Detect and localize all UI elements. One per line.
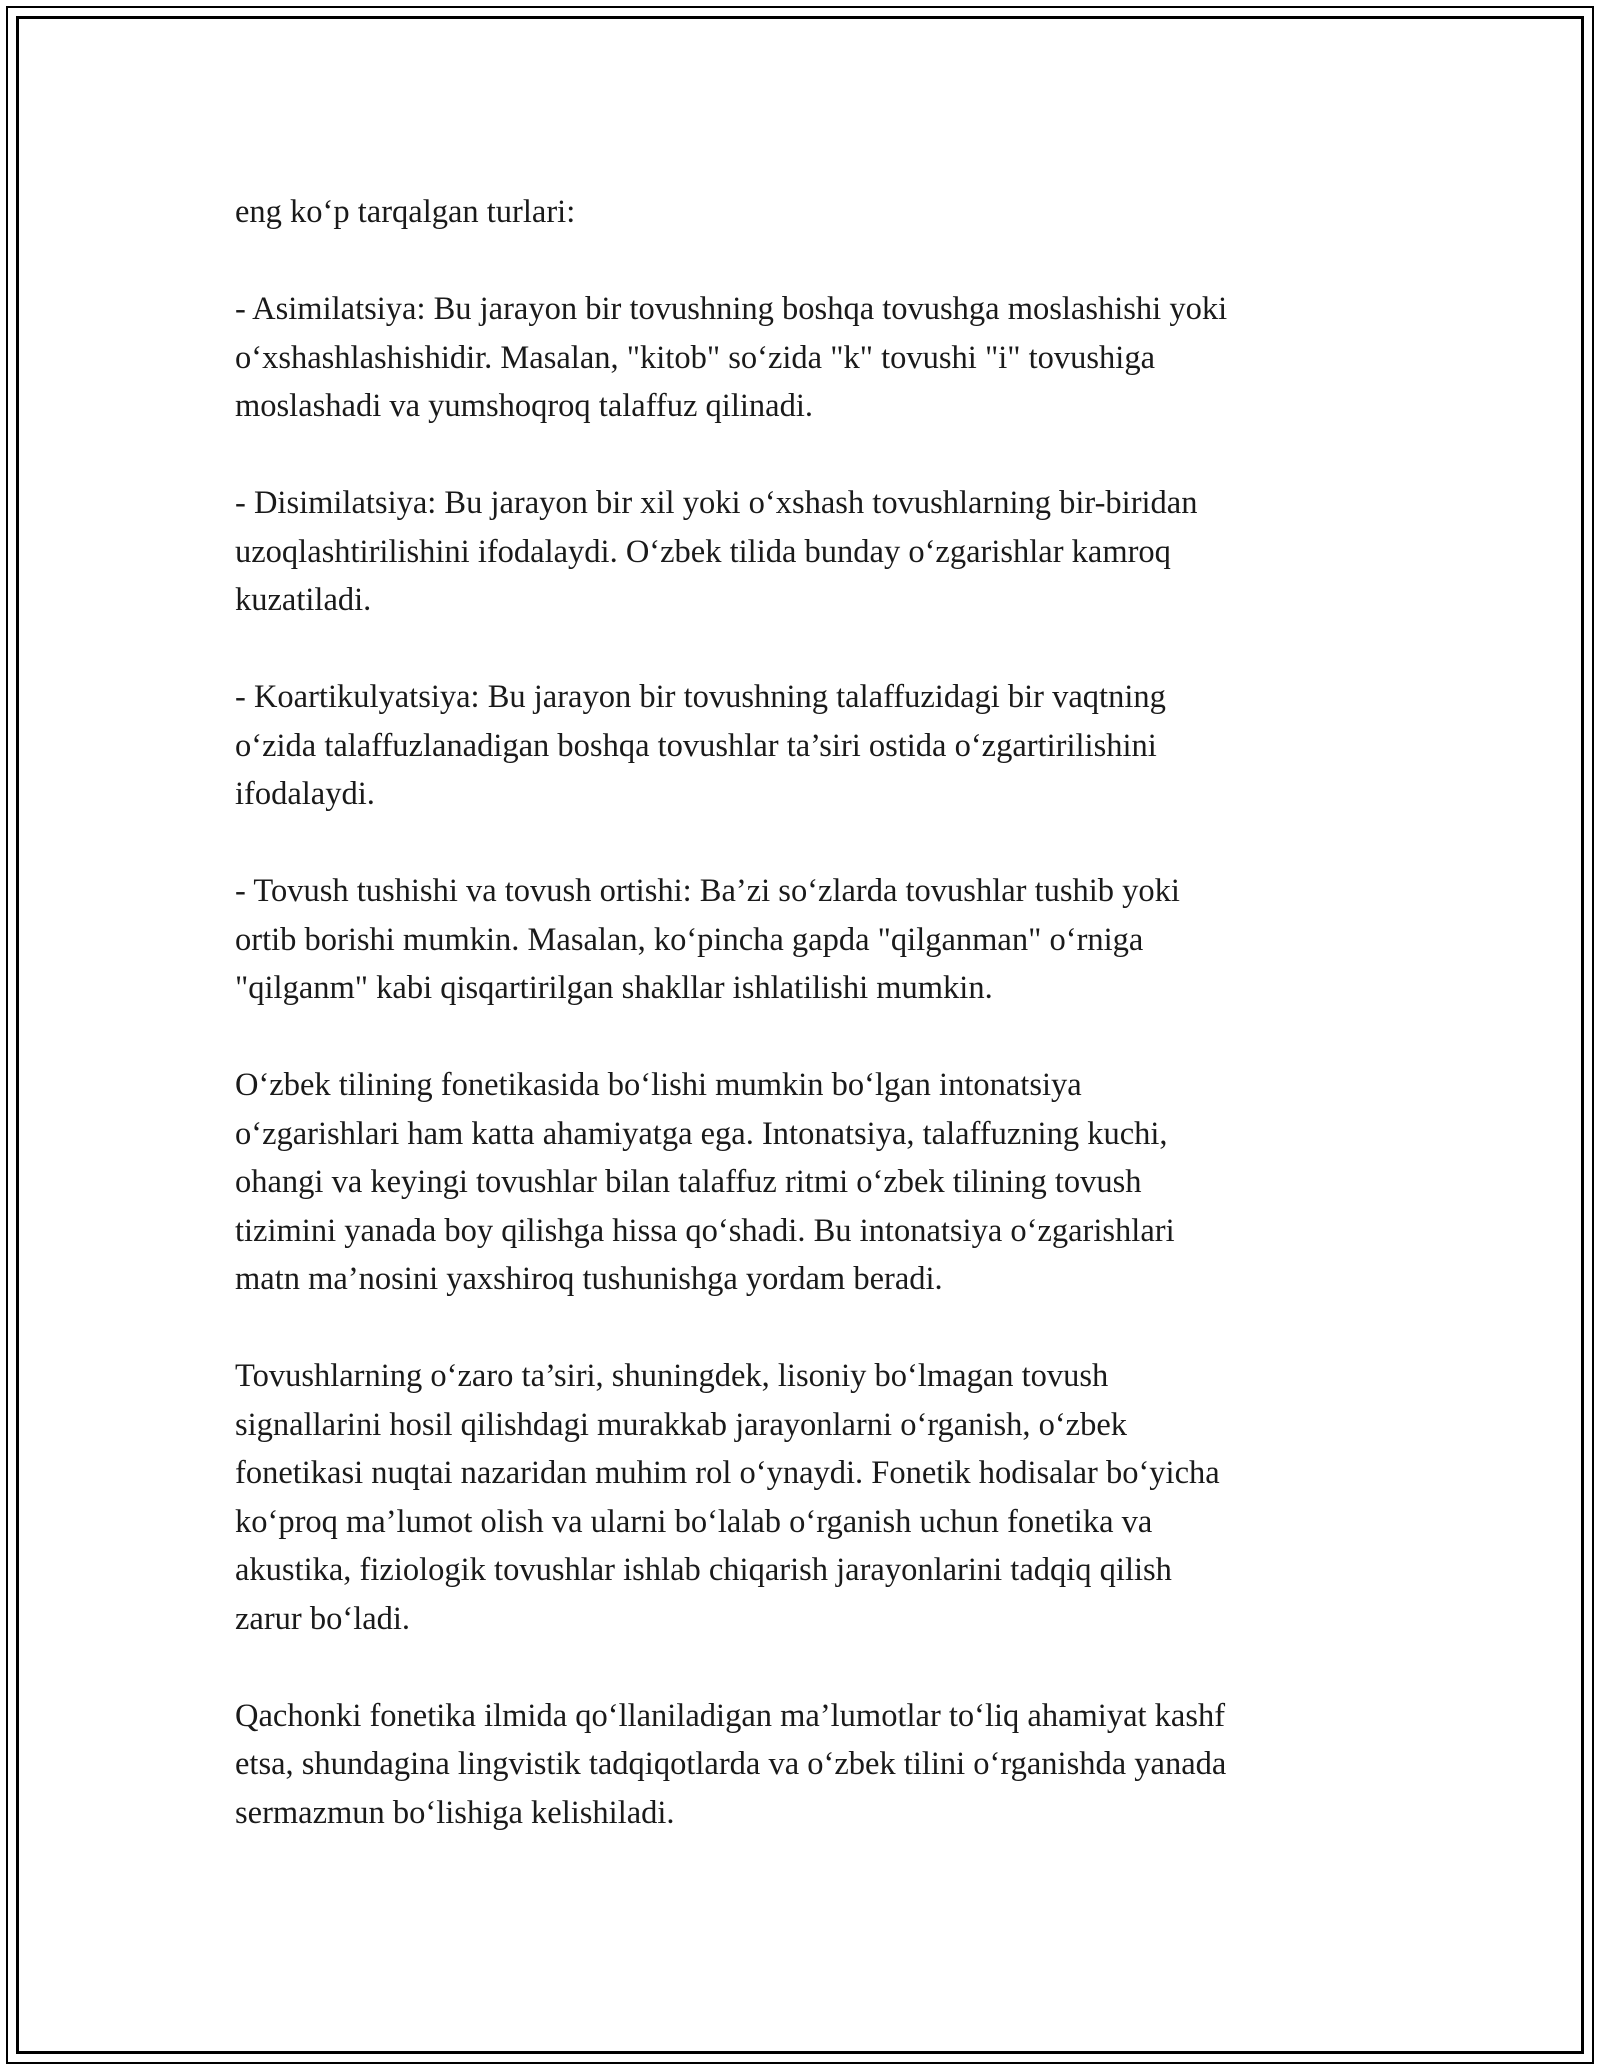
paragraph-intonation: O‘zbek tilining fonetikasida bo‘lishi mumkin bo‘lgan intonatsiya o‘zgarishlari ham katta ahamiyatga ega. Intonatsiya, talaffuzning kuchi, ohangi va keyingi tovushlar bilan talaffuz ritmi o‘zbek tilining tovush tizimini yanada boy qilishga hissa qo‘shadi. Bu intonatsiya o‘zgarishlari matn ma’nosini yaxshiroq tushunishga yordam beradi.	[235, 1067, 1175, 1297]
paragraph-elision-epenthesis: - Tovush tushishi va tovush ortishi: Ba’zi so‘zlarda tovushlar tushib yoki ortib borishi mumkin. Masalan, ko‘pincha gapda "qilganman" o‘rniga "qilganm" kabi qisqartirilgan shakllar ishlatilishi mumkin.	[235, 873, 1180, 1006]
paragraph-assimilation: - Asimilatsiya: Bu jarayon bir tovushning boshqa tovushga moslashishi yoki o‘xshashlashishidir. Masalan, "kitob" so‘zida "k" tovushi "i" tovushiga moslashadi va yumshoqroq talaffuz qilinadi.	[235, 291, 1228, 424]
document-body	[235, 188, 1375, 1837]
paragraph-interaction: Tovushlarning o‘zaro ta’siri, shuningdek, lisoniy bo‘lmagan tovush signallarini hosil qilishdagi murakkab jarayonlarni o‘rganish, o‘zbek fonetikasi nuqtai nazaridan muhim rol o‘ynaydi. Fonetik hodisalar bo‘yicha ko‘proq ma’lumot olish va ularni bo‘lalab o‘rganish uchun fonetika va akustika, fiziologik tovushlar ishlab chiqarish jarayonlarini tadqiq qilish zarur bo‘ladi.	[235, 1358, 1220, 1637]
paragraph-coarticulation: - Koartikulyatsiya: Bu jarayon bir tovushning talaffuzidagi bir vaqtning o‘zida talaffuzlanadigan boshqa tovushlar ta’siri ostida o‘zgartirilishini ifodalaydi.	[235, 679, 1166, 812]
paragraph-intro: eng ko‘p tarqalgan turlari:	[235, 194, 576, 230]
paragraph-dissimilation: - Disimilatsiya: Bu jarayon bir xil yoki o‘xshash tovushlarning bir-biridan uzoqlashtirilishini ifodalaydi. O‘zbek tilida bunday o‘zgarishlar kamroq kuzatiladi.	[235, 485, 1198, 618]
paragraph-conclusion: Qachonki fonetika ilmida qo‘llaniladigan ma’lumotlar to‘liq ahamiyat kashf etsa, shundagina lingvistik tadqiqotlarda va o‘zbek tilini o‘rganishda yanada sermazmun bo‘lishiga kelishiladi.	[235, 1697, 1227, 1831]
